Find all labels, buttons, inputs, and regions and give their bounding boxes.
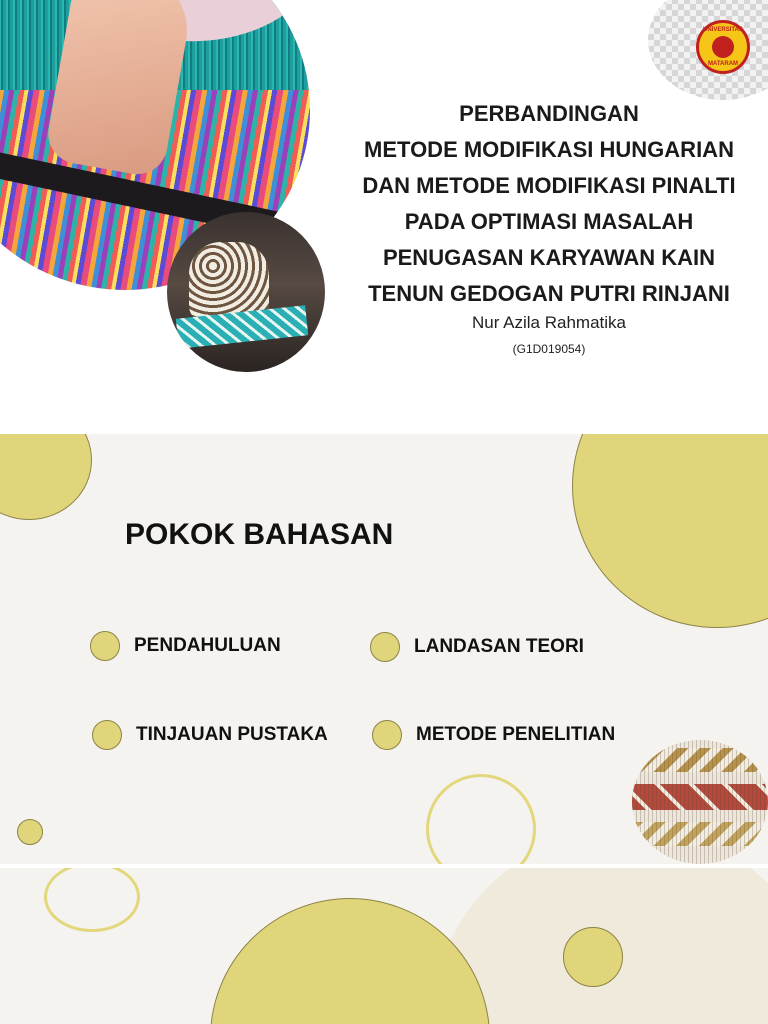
title-line-3: DAN METODE MODIFIKASI PINALTI bbox=[362, 173, 736, 198]
topic-label: METODE PENELITIAN bbox=[416, 724, 616, 745]
next-slide-partial bbox=[0, 868, 768, 1024]
student-id: (G1D019054) bbox=[512, 342, 586, 356]
presentation-title bbox=[330, 96, 768, 312]
title-line-5: PENUGASAN KARYAWAN KAIN bbox=[382, 245, 716, 270]
university-logo bbox=[696, 20, 750, 74]
title-line-4: PADA OPTIMASI MASALAH bbox=[404, 209, 694, 234]
decor-dot-small bbox=[17, 819, 43, 845]
topic-item-pendahuluan bbox=[90, 631, 281, 661]
topics-slide bbox=[0, 434, 768, 864]
author-name: Nur Azila Rahmatika bbox=[471, 313, 626, 332]
bullet-circle-icon bbox=[370, 632, 400, 662]
woven-textile-photo bbox=[632, 740, 768, 864]
decor-circle-small bbox=[563, 927, 623, 987]
logo-text-bottom: MATARAM bbox=[707, 61, 739, 67]
topic-item-landasan-teori bbox=[370, 632, 584, 662]
topic-item-metode-penelitian bbox=[372, 720, 615, 750]
topic-item-tinjauan-pustaka bbox=[92, 720, 328, 750]
topics-heading: POKOK BAHASAN bbox=[125, 518, 394, 551]
slide-gap bbox=[0, 412, 768, 434]
textile-threads bbox=[632, 740, 768, 864]
logo-emblem-icon bbox=[712, 36, 734, 58]
weaver-at-loom-photo bbox=[167, 212, 325, 372]
bullet-circle-icon bbox=[372, 720, 402, 750]
decor-circle-large bbox=[210, 898, 490, 1024]
decor-ring-bottom bbox=[426, 774, 536, 864]
bullet-circle-icon bbox=[92, 720, 122, 750]
logo-text-top: UNIVERSITAS bbox=[703, 27, 743, 33]
title-line-2: METODE MODIFIKASI HUNGARIAN bbox=[364, 137, 734, 162]
decor-circle-top-left bbox=[0, 434, 92, 520]
bullet-circle-icon bbox=[90, 631, 120, 661]
decor-ring-left bbox=[44, 868, 140, 932]
title-line-1: PERBANDINGAN bbox=[459, 101, 639, 126]
topic-label: PENDAHULUAN bbox=[134, 635, 281, 656]
topic-label: LANDASAN TEORI bbox=[414, 636, 584, 657]
weaver-hand bbox=[44, 0, 197, 179]
topic-label: TINJAUAN PUSTAKA bbox=[136, 724, 328, 745]
title-line-6: TENUN GEDOGAN PUTRI RINJANI bbox=[368, 281, 730, 306]
decor-circle-top-right bbox=[572, 434, 768, 628]
title-slide bbox=[0, 0, 768, 412]
